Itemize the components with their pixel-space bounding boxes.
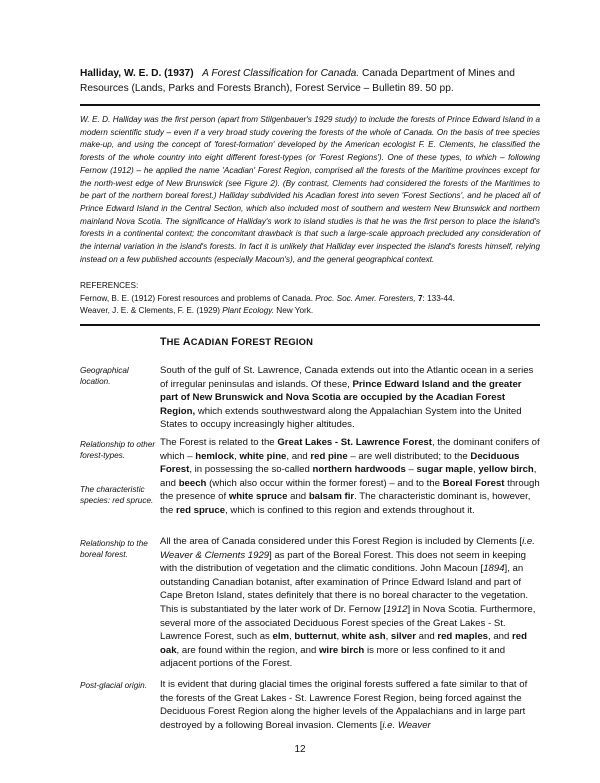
sidenote-relationship-other: Relationship to other forest-types. (80, 440, 156, 461)
section-title: THE ACADIAN FOREST REGION (160, 336, 314, 348)
body-paragraph-relationship: The Forest is related to the Great Lakes - St. Lawrence Forest, the dominant conifers of which – hemlock, white pine, and red pine – are well distributed; to the Deciduous Forest, in possessing the so-called northern hardwoods – sugar maple, yellow birch, and beech (which also occur within the former forest) – and to the Boreal Forest through the presence of white spruce and balsam fir. The characteristic dominant is, however, the red spruce, which is confined to this region and extends throughout it. (160, 437, 540, 516)
body-paragraph-location: South of the gulf of St. Lawrence, Canada extends out into the Atlantic ocean in a series of irregular peninsulas and islands. Of these, Prince Edward Island and the greater part of New Brunswick and Nova Scotia are occupied by the Acadian Forest Region, which extends southwestward along the Appalachian System into the United States to occupy increasingly higher altitudes. (160, 365, 534, 431)
sidenote-characteristic-species: The characteristic species: red spruce. (80, 485, 154, 506)
page-number: 12 (294, 744, 306, 755)
divider-top (80, 104, 540, 106)
sidenote-relationship-boreal: Relationship to the boreal forest. (80, 539, 148, 560)
citation (80, 66, 540, 96)
sidenote-geographical-location: Geographical location. (80, 366, 129, 387)
divider-middle (80, 324, 540, 326)
citation-title: A Forest Classification for Canada. (202, 68, 360, 79)
citation-author: Halliday, W. E. D. (1937) (80, 68, 194, 79)
body-paragraph-boreal: All the area of Canada considered under this Forest Region is included by Clements [i.e. Weaver & Clements 1929] as part of the Boreal Forest. This does not seem in keeping with the distribution of vegetation and the climatic conditions. John Macoun [1894], an outstanding Canadian botanist, after examination of Prince Edward Island and part of Cape Breton Island, states definitely that there is no boreal character to the vegetation. This is substantiated by the later work of Dr. Fernow [1912] in Nova Scotia. Furthermore, several more of the associated Deciduous Forest species of the Great Lakes - St. Lawrence Forest, such as elm, butternut, white ash, silver and red maples, and red oak, are found within the region, and wire birch is more or less confined to it and adjacent portions of the Forest. (160, 536, 536, 670)
reference-item: Weaver, J. E. & Clements, F. E. (1929) Plant Ecology. New York. (80, 306, 314, 316)
sidenote-postglacial-origin: Post-glacial origin. (80, 681, 147, 690)
summary-paragraph: W. E. D. Halliday was the first person (apart from Stilgenbauer's 1929 study) to include the forests of Prince Edward Island in a modern scientific study – even if a very broad study covering the forests of the whole of Canada. On the basis of tree species make-up, and using the concept of 'forest-formation' developed by the American ecologist F. E. Clements, he classified the forests of the whole country into eight different forest-types (or 'Forest Regions'). One of these types, to which – following Fernow (1912) – he applied the name 'Acadian' Forest Region, comprised all the forests of the Maritime provinces except for the north-west edge of New Brunswick (see Figure 2). (By contrast, Clements had considered the forests of the Maritimes to be part of the northern boreal forest.) Halliday subdivided his Acadian forest into seven 'Forest Sections', and he placed all of Prince Edward Island in the Central Section, which also included most of southern and western New Brunswick and northern mainland Nova Scotia. The significance of Halliday's work to island studies is that he was the first person to place the island's forests in a continental context; the concomitant drawback is that such a large-scale approach precluded any consideration of the internal variation in the island's forests. In fact it is unlikely that Halliday ever inspected the island's forests himself, relying instead on a few published accounts (especially Macoun's), and the general geographical context. (80, 115, 540, 264)
body-paragraph-postglacial: It is evident that during glacial times the original forests suffered a fate similar to that of the forests of the Great Lakes - St. Lawrence Forest Region, being forced against the Deciduous Forest Region along the higher levels of the Appalachians and in large part destroyed by a following Boreal invasion. Clements [i.e. Weaver (160, 679, 528, 731)
references (80, 280, 540, 318)
reference-item: Fernow, B. E. (1912) Forest resources and problems of Canada. Proc. Soc. Amer. Foresters, 7: 133-44. (80, 293, 455, 303)
citation-publisher: Canada Department of Mines and Resources (Lands, Parks and Forests Branch), Forest Service – Bulletin 89. 50 pp. (80, 68, 515, 94)
references-heading: REFERENCES: (80, 281, 139, 290)
